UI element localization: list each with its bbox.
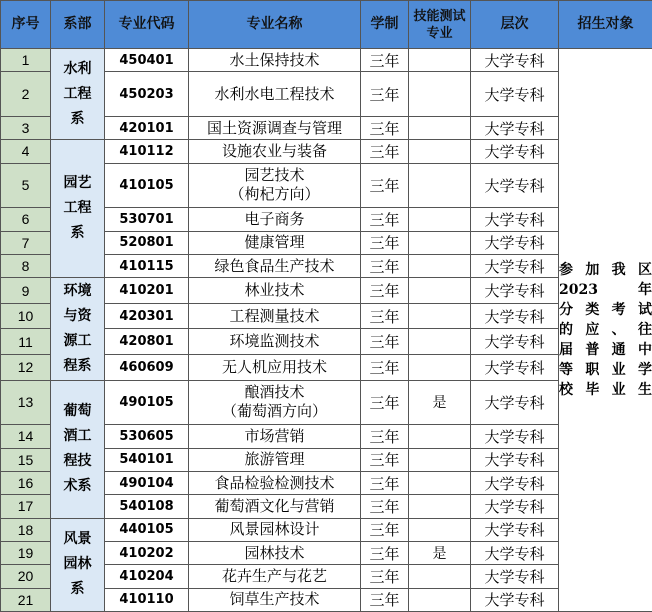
education-level: 大学专科	[471, 72, 559, 117]
major-code: 410115	[105, 254, 189, 277]
skill-test-flag: 是	[409, 380, 471, 425]
header-duration: 学制	[361, 1, 409, 49]
major-name: 酿酒技术	[244, 383, 305, 402]
major-name: 旅游管理	[244, 450, 305, 469]
duration: 三年	[361, 49, 409, 72]
department-name: 风景园林系	[63, 531, 92, 598]
header-target: 招生对象	[559, 1, 652, 49]
major-name: 工程测量技术	[229, 306, 320, 325]
major-name: 饲草生产技术	[229, 590, 320, 609]
header-row	[1, 1, 652, 49]
major-name-cell	[189, 254, 361, 277]
major-name: 风景园林设计	[229, 520, 320, 539]
major-code: 540101	[105, 448, 189, 471]
header-code: 专业代码	[105, 1, 189, 49]
row-index: 9	[1, 278, 51, 304]
duration: 三年	[361, 448, 409, 471]
major-code: 490105	[105, 380, 189, 425]
major-name-cell	[189, 588, 361, 611]
header-level: 层次	[471, 1, 559, 49]
row-index: 20	[1, 565, 51, 588]
header-major: 专业名称	[189, 1, 361, 49]
duration: 三年	[361, 231, 409, 254]
major-code: 410105	[105, 163, 189, 208]
row-index: 2	[1, 72, 51, 117]
major-code: 450203	[105, 72, 189, 117]
skill-test-flag	[409, 588, 471, 611]
target-line: 届普通中	[559, 342, 652, 358]
skill-test-flag	[409, 140, 471, 163]
department-name: 环境与资源工程系	[63, 282, 92, 374]
row-index: 7	[1, 231, 51, 254]
duration: 三年	[361, 471, 409, 494]
major-name-cell	[189, 278, 361, 304]
major-name: 水利水电工程技术	[214, 84, 335, 103]
major-name: 林业技术	[244, 281, 305, 300]
major-name: 健康管理	[244, 233, 305, 252]
duration: 三年	[361, 329, 409, 355]
major-name-cell	[189, 355, 361, 381]
education-level: 大学专科	[471, 303, 559, 329]
target-line: 参加我区	[559, 262, 652, 278]
target-line: 的应、往	[559, 322, 652, 338]
major-name-cell	[189, 208, 361, 231]
row-index: 6	[1, 208, 51, 231]
duration: 三年	[361, 565, 409, 588]
major-code: 420301	[105, 303, 189, 329]
department-name: 园艺工程系	[63, 175, 92, 242]
skill-test-flag: 是	[409, 541, 471, 564]
major-code: 410110	[105, 588, 189, 611]
target-line: 等职业学	[559, 362, 652, 378]
skill-test-flag	[409, 116, 471, 139]
table-body	[1, 49, 652, 612]
skill-test-flag	[409, 278, 471, 304]
major-name-cell	[189, 518, 361, 541]
department-cell	[51, 380, 105, 518]
education-level: 大学专科	[471, 518, 559, 541]
major-code: 410201	[105, 278, 189, 304]
target-line: 校毕业生	[559, 382, 652, 398]
major-code: 490104	[105, 471, 189, 494]
education-level: 大学专科	[471, 448, 559, 471]
skill-test-flag	[409, 471, 471, 494]
education-level: 大学专科	[471, 278, 559, 304]
table-row	[1, 518, 652, 541]
duration: 三年	[361, 116, 409, 139]
duration: 三年	[361, 254, 409, 277]
major-direction: （枸杞方向）	[229, 185, 320, 204]
target-line: 2023 年	[559, 282, 652, 298]
row-index: 17	[1, 495, 51, 518]
major-code: 540108	[105, 495, 189, 518]
education-level: 大学专科	[471, 329, 559, 355]
row-index: 19	[1, 541, 51, 564]
major-name-cell	[189, 303, 361, 329]
duration: 三年	[361, 518, 409, 541]
skill-test-flag	[409, 355, 471, 381]
table-row	[1, 380, 652, 425]
row-index: 10	[1, 303, 51, 329]
education-level: 大学专科	[471, 254, 559, 277]
department-name: 水利工程系	[63, 60, 92, 127]
duration: 三年	[361, 72, 409, 117]
education-level: 大学专科	[471, 163, 559, 208]
major-name: 市场营销	[244, 426, 305, 445]
duration: 三年	[361, 588, 409, 611]
major-name-cell	[189, 471, 361, 494]
row-index: 8	[1, 254, 51, 277]
duration: 三年	[361, 541, 409, 564]
major-name: 无人机应用技术	[221, 357, 327, 376]
major-code: 410204	[105, 565, 189, 588]
row-index: 13	[1, 380, 51, 425]
major-name: 环境监测技术	[229, 332, 320, 351]
header-department: 系部	[51, 1, 105, 49]
header-index: 序号	[1, 1, 51, 49]
major-name: 绿色食品生产技术	[214, 256, 335, 275]
duration: 三年	[361, 425, 409, 448]
education-level: 大学专科	[471, 565, 559, 588]
row-index: 11	[1, 329, 51, 355]
row-index: 16	[1, 471, 51, 494]
major-name-cell	[189, 116, 361, 139]
major-name-cell	[189, 541, 361, 564]
education-level: 大学专科	[471, 231, 559, 254]
education-level: 大学专科	[471, 425, 559, 448]
row-index: 14	[1, 425, 51, 448]
department-cell	[51, 140, 105, 278]
major-name-cell	[189, 49, 361, 72]
duration: 三年	[361, 278, 409, 304]
skill-test-flag	[409, 565, 471, 588]
education-level: 大学专科	[471, 588, 559, 611]
major-name: 园艺技术	[244, 166, 305, 185]
major-name-cell	[189, 72, 361, 117]
department-cell	[51, 518, 105, 611]
duration: 三年	[361, 355, 409, 381]
major-direction: （葡萄酒方向）	[221, 402, 327, 421]
major-name: 电子商务	[244, 209, 305, 228]
major-name: 园林技术	[244, 543, 305, 562]
major-code: 410112	[105, 140, 189, 163]
major-code: 440105	[105, 518, 189, 541]
major-code: 530701	[105, 208, 189, 231]
major-code: 450401	[105, 49, 189, 72]
row-index: 12	[1, 355, 51, 381]
duration: 三年	[361, 380, 409, 425]
duration: 三年	[361, 303, 409, 329]
major-name-cell	[189, 380, 361, 425]
target-line: 分类考试	[559, 302, 652, 318]
enrollment-target	[559, 49, 652, 612]
table-row	[1, 49, 652, 72]
skill-test-flag	[409, 208, 471, 231]
department-cell	[51, 49, 105, 140]
skill-test-flag	[409, 254, 471, 277]
major-name: 设施农业与装备	[221, 141, 327, 160]
row-index: 3	[1, 116, 51, 139]
row-index: 15	[1, 448, 51, 471]
skill-test-flag	[409, 163, 471, 208]
major-code: 460609	[105, 355, 189, 381]
major-name-cell	[189, 565, 361, 588]
major-name-cell	[189, 329, 361, 355]
major-code: 410202	[105, 541, 189, 564]
education-level: 大学专科	[471, 140, 559, 163]
table-row	[1, 278, 652, 304]
major-name: 葡萄酒文化与营销	[214, 496, 335, 515]
major-code: 420101	[105, 116, 189, 139]
education-level: 大学专科	[471, 355, 559, 381]
education-level: 大学专科	[471, 471, 559, 494]
row-index: 21	[1, 588, 51, 611]
department-name: 葡萄酒工程技术系	[63, 403, 92, 495]
major-name-cell	[189, 163, 361, 208]
skill-test-flag	[409, 448, 471, 471]
education-level: 大学专科	[471, 116, 559, 139]
row-index: 1	[1, 49, 51, 72]
education-level: 大学专科	[471, 541, 559, 564]
duration: 三年	[361, 140, 409, 163]
major-name: 食品检验检测技术	[214, 473, 335, 492]
skill-test-flag	[409, 303, 471, 329]
major-code: 520801	[105, 231, 189, 254]
duration: 三年	[361, 208, 409, 231]
skill-test-flag	[409, 495, 471, 518]
table-row	[1, 140, 652, 163]
education-level: 大学专科	[471, 495, 559, 518]
skill-test-flag	[409, 518, 471, 541]
skill-test-flag	[409, 49, 471, 72]
major-name-cell	[189, 140, 361, 163]
row-index: 18	[1, 518, 51, 541]
major-code: 530605	[105, 425, 189, 448]
skill-test-flag	[409, 425, 471, 448]
major-name-cell	[189, 231, 361, 254]
header-skill-test: 技能测试专业	[409, 1, 471, 49]
major-name-cell	[189, 495, 361, 518]
skill-test-flag	[409, 231, 471, 254]
major-name: 水土保持技术	[229, 50, 320, 69]
skill-test-flag	[409, 329, 471, 355]
education-level: 大学专科	[471, 380, 559, 425]
duration: 三年	[361, 495, 409, 518]
major-name: 花卉生产与花艺	[221, 566, 327, 585]
skill-test-flag	[409, 72, 471, 117]
education-level: 大学专科	[471, 49, 559, 72]
major-name: 国土资源调查与管理	[206, 118, 342, 137]
major-name-cell	[189, 425, 361, 448]
major-code: 420801	[105, 329, 189, 355]
row-index: 4	[1, 140, 51, 163]
row-index: 5	[1, 163, 51, 208]
duration: 三年	[361, 163, 409, 208]
major-name-cell	[189, 448, 361, 471]
education-level: 大学专科	[471, 208, 559, 231]
department-cell	[51, 278, 105, 380]
